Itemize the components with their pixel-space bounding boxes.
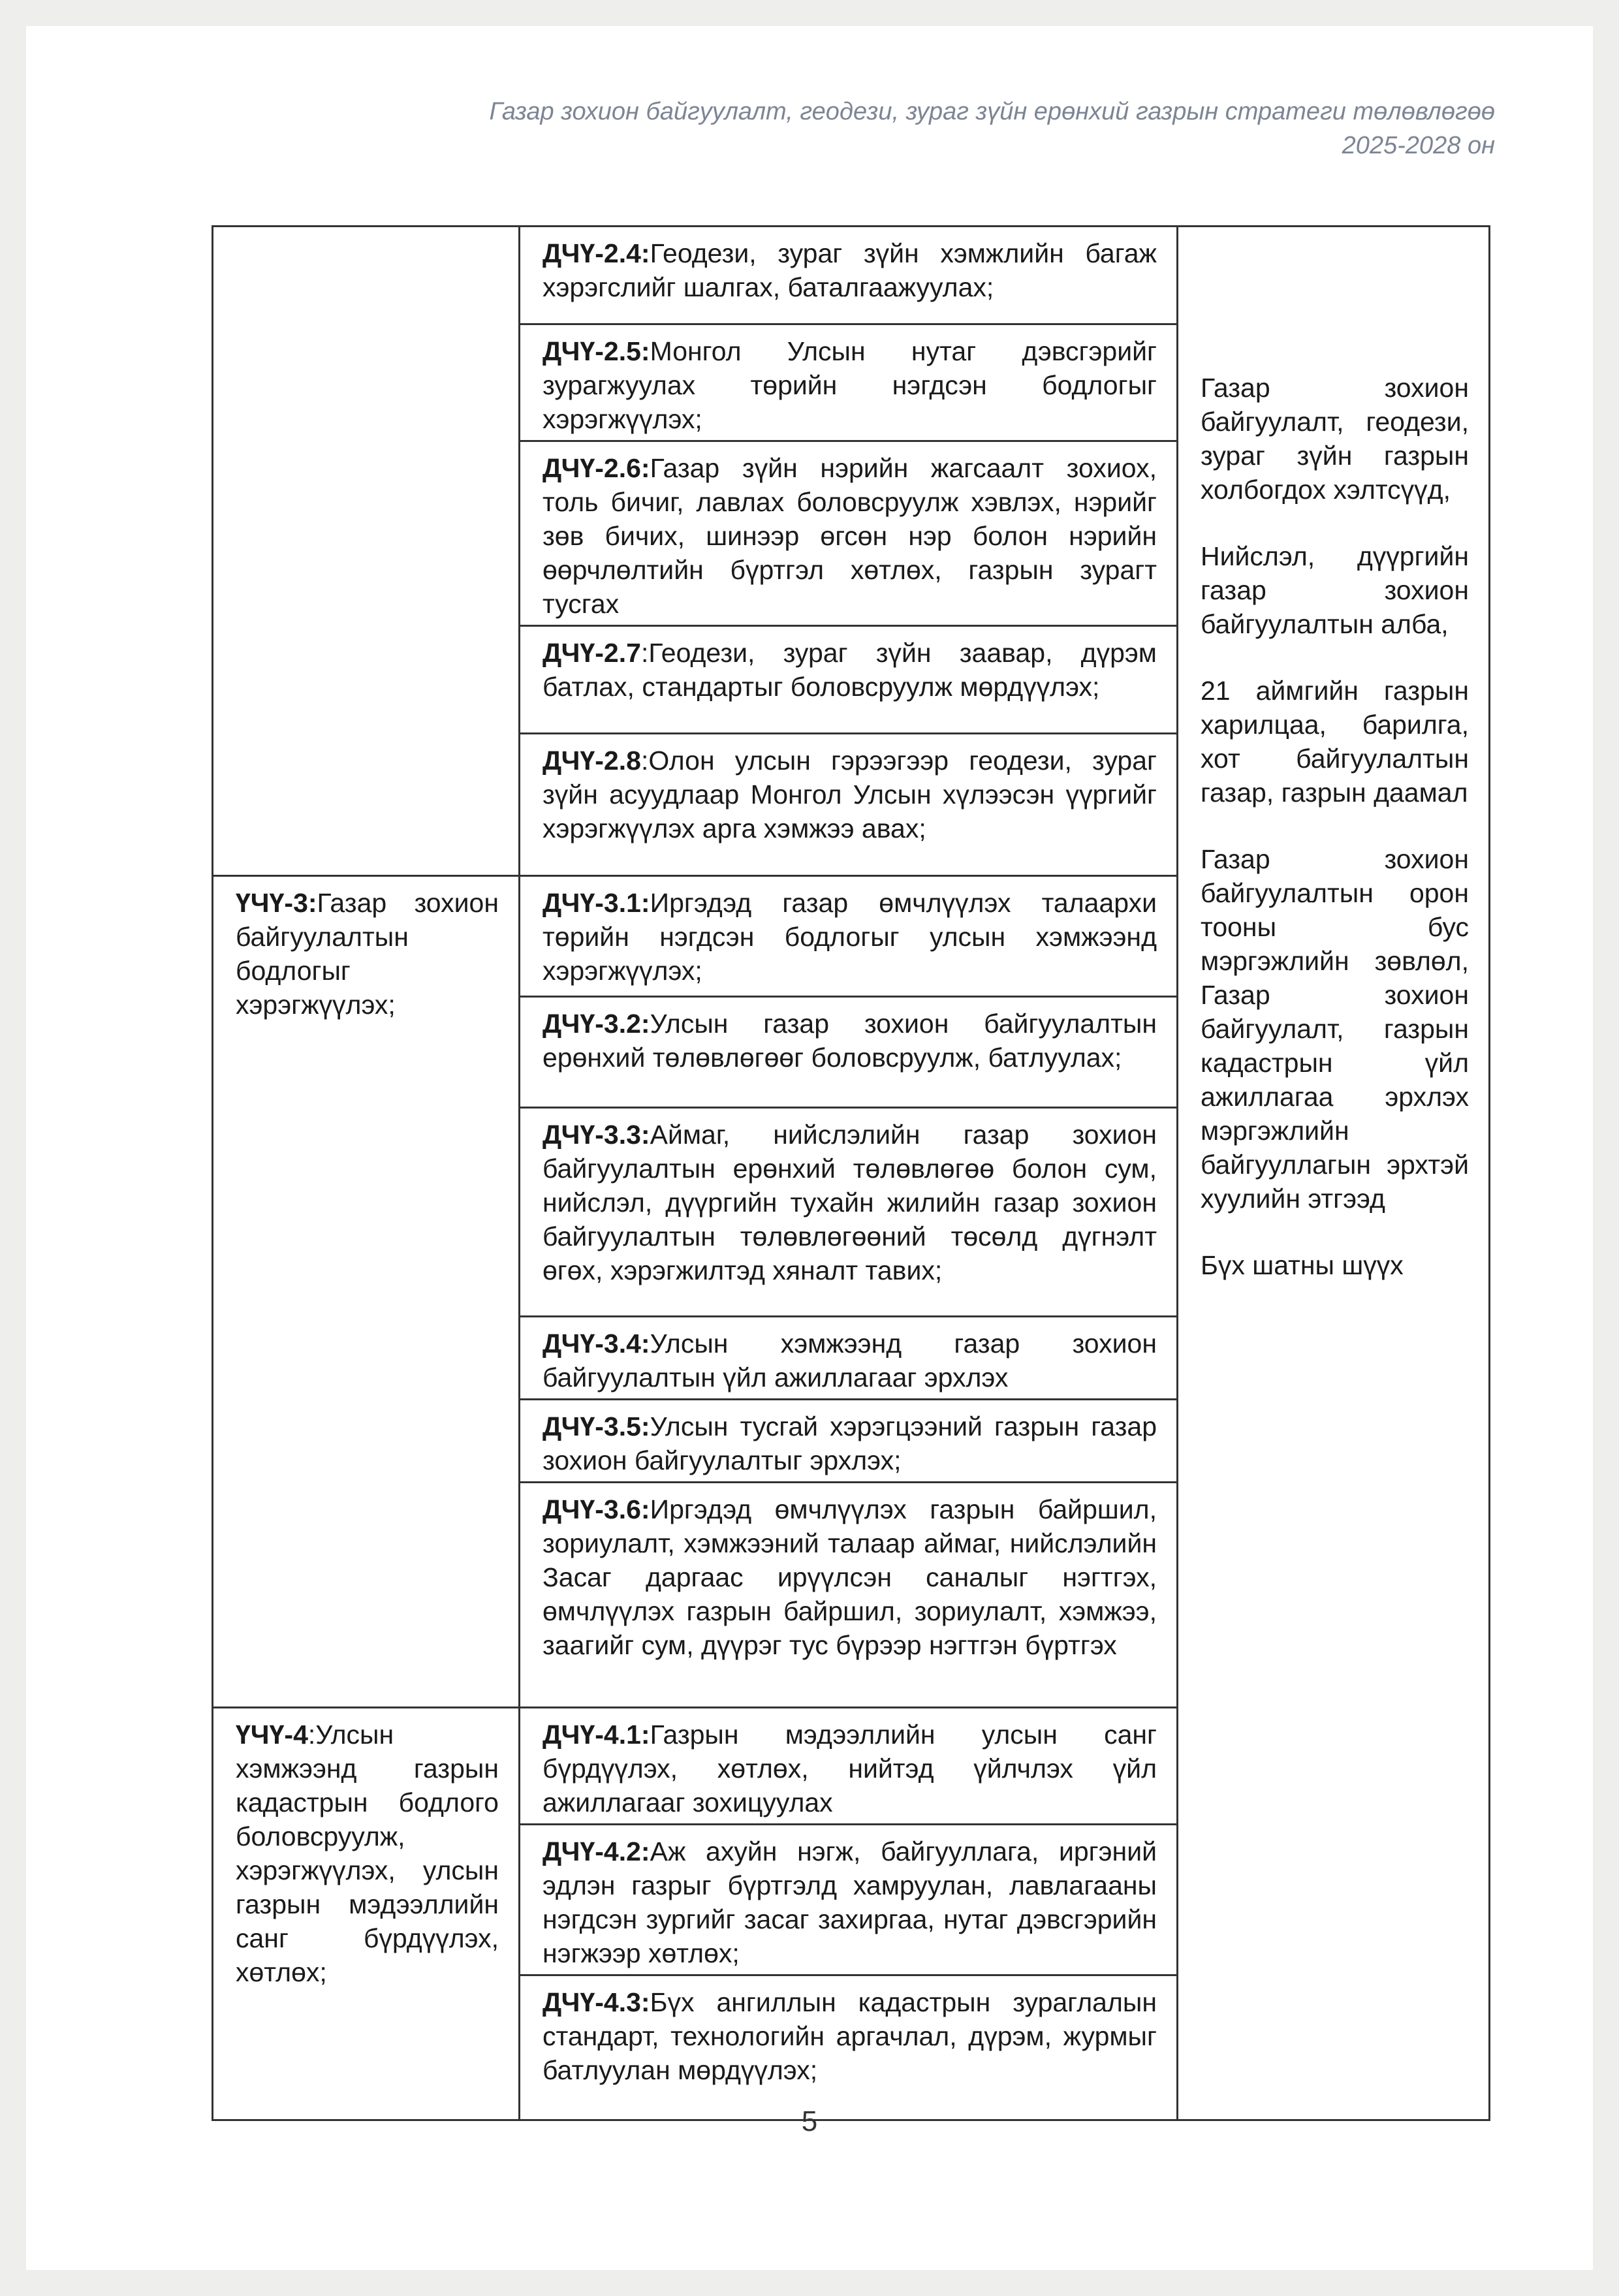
responsible-item: Нийслэл, дүүргийн газар зохион байгуулалтын алба, [1201,541,1469,639]
action-text: Газрын мэдээллийн улсын санг бүрдүүлэх, хөтлөх, нийтэд үйлчлэх үйл ажиллагааг зохицуулах [542,1720,1157,1817]
action-cell [520,876,1178,997]
responsible-cell [1178,227,1490,2120]
action-text: :Геодези, зураг зүйн заавар, дүрэм батлах, стандартыг боловсруулж мөрдүүлэх; [542,638,1157,702]
action-code: ДЧҮ-3.4: [542,1329,650,1359]
responsible-item: Газар зохион байгуулалтын орон тооны бус мэргэжлийн зөвлөл, Газар зохион байгуулалт, газрын кадастрын үйл ажиллагаа эрхлэх мэргэжлийн байгууллагын эрхтэй хуулийн этгээд [1201,844,1469,1214]
objective-code: ҮЧҮ-3: [236,888,317,918]
action-code: ДЧҮ-4.3: [542,1987,650,2017]
action-cell [520,626,1178,734]
action-cell [520,734,1178,876]
action-cell [520,1708,1178,1825]
action-text: Улсын тусгай хэрэгцээний газрын газар зохион байгуулалтыг эрхлэх; [542,1411,1157,1475]
action-cell [520,1975,1178,2120]
action-code: ДЧҮ-2.8 [542,746,641,776]
action-text: :Олон улсын гэрээгээр геодези, зураг зүйн асуудлаар Монгол Улсын хүлээсэн үүргийг хэрэгжүүлэх арга хэмжээ авах; [542,746,1157,843]
action-code: ДЧҮ-3.5: [542,1411,650,1441]
action-code: ДЧҮ-2.5: [542,336,650,366]
action-text: Иргэдэд өмчлүүлэх газрын байршил, зориулалт, хэмжээний талаар аймаг, нийслэлийн Засаг даргаас ирүүлсэн саналыг нэгтгэх, өмчлүүлэх газрын байршил, зориулалт, хэмжээ, заагийг сум, дүүрэг тус бүрээр нэгтгэн бүртгэх [542,1494,1157,1660]
action-cell [520,1317,1178,1400]
header-title: Газар зохион байгуулалт, геодези, зураг зүйн ерөнхий газрын стратеги төлөвлөгөө [489,98,1495,125]
objective-cell [213,1708,520,2120]
objective-cell [213,876,520,1708]
objective-text: :Улсын хэмжээнд газрын кадастрын бодлого боловсруулж, хэрэгжүүлэх, улсын газрын мэдээллийн санг бүрдүүлэх, хөтлөх; [236,1720,499,1987]
action-cell [520,324,1178,441]
action-code: ДЧҮ-3.3: [542,1120,650,1150]
document-header [196,95,1495,163]
action-text: Газар зүйн нэрийн жагсаалт зохиох, толь бичиг, лавлах боловсруулж хэвлэх, нэрийг зөв бичих, шинээр өгсөн нэр болон нэрийн өөрчлөлтийн бүртгэл хөтлөх, газрын зурагт тусгах [542,453,1157,619]
table-row [213,227,1490,324]
action-text: Монгол Улсын нутаг дэвсгэрийг зурагжуулах төрийн нэгдсэн бодлогыг хэрэгжүүлэх; [542,336,1157,434]
action-code: ДЧҮ-4.1: [542,1720,650,1750]
header-period: 2025-2028 он [1342,132,1495,159]
action-cell [520,1400,1178,1483]
responsible-item: 21 аймгийн газрын харилцаа, барилга, хот байгуулалтын газар, газрын даамал [1201,676,1469,808]
action-code: ДЧҮ-2.7 [542,638,641,668]
objective-code: ҮЧҮ-4 [236,1720,308,1750]
responsible-item: Бүх шатны шүүх [1201,1250,1404,1280]
action-text: Аж ахуйн нэгж, байгууллага, иргэний эдлэн газрыг бүртгэлд хамруулан, лавлагааны нэгдсэн зургийг засаг захиргаа, нутаг дэвсгэрийн нэгжээр хөтлөх; [542,1836,1157,1968]
action-text: Улсын хэмжээнд газар зохион байгуулалтын үйл ажиллагааг эрхлэх [542,1329,1157,1392]
action-text: Геодези, зураг зүйн хэмжлийн багаж хэрэгслийг шалгах, баталгаажуулах; [542,238,1157,302]
action-code: ДЧҮ-3.1: [542,888,650,918]
action-cell [520,1483,1178,1708]
objective-text: Газар зохион байгуулалтын бодлогыг хэрэгжүүлэх; [236,888,499,1020]
action-cell [520,441,1178,626]
objective-cell [213,227,520,876]
action-cell [520,227,1178,324]
action-cell [520,1108,1178,1317]
responsible-item: Газар зохион байгуулалт, геодези, зураг зүйн газрын холбогдох хэлтсүүд, [1201,373,1469,505]
action-code: ДЧҮ-3.6: [542,1494,650,1524]
action-code: ДЧҮ-4.2: [542,1836,650,1866]
action-code: ДЧҮ-3.2: [542,1009,650,1039]
action-text: Улсын газар зохион байгуулалтын ерөнхий төлөвлөгөөг боловсруулж, батлуулах; [542,1009,1157,1073]
action-code: ДЧҮ-2.4: [542,238,650,268]
action-cell [520,997,1178,1108]
action-text: Аймаг, нийслэлийн газар зохион байгуулалтын ерөнхий төлөвлөгөө болон сум, нийслэл, дүүргийн тухайн жилийн газар зохион байгуулалтын төлөвлөгөөний төсөлд дүгнэлт өгөх, хэрэгжилтэд хяналт тавих; [542,1120,1157,1285]
action-text: Иргэдэд газар өмчлүүлэх талаархи төрийн нэгдсэн бодлогыг улсын хэмжээнд хэрэгжүүлэх; [542,888,1157,986]
action-text: Бүх ангиллын кадастрын зураглалын стандарт, технологийн аргачлал, дүрэм, журмыг батлуулан мөрдүүлэх; [542,1987,1157,2085]
page-number: 5 [801,2105,818,2137]
action-cell [520,1825,1178,1975]
action-code: ДЧҮ-2.6: [542,453,650,483]
strategy-table [212,225,1490,2121]
